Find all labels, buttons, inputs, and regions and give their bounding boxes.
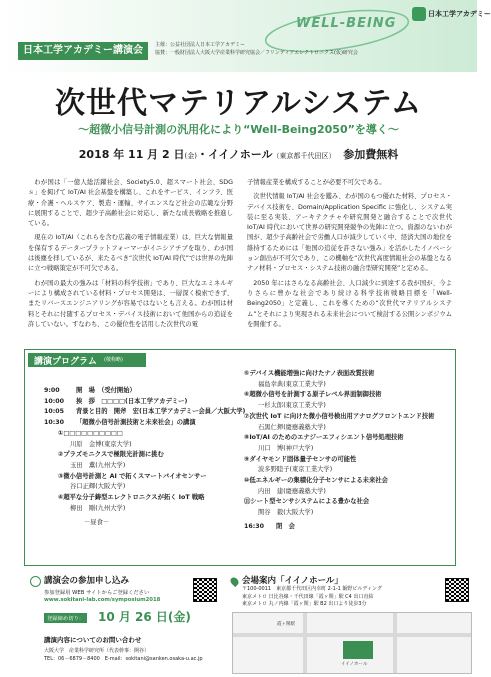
- paragraph: 次世代情報 IoT/AI 社会を鑑み、わが国のもつ優れた材料、プロセス・デバイス技術を、Domain/Application Specific に強化し、システム実装に至る実装、アーキテクチャや研究開発と融合することで次世代IoT/AI 時代において世界の研究開発競争の先陣に立つ。資源のないわが国が、超少子高齢社会で労働人口が減少していく中、経済大国の地位を維持するためには「他国の追従を許さない強み」を活かしたイノベーション創出が不可欠であり、この機軸を“次世代高度情報社会の基盤となるナノ材料・プロセス・システム技術の融合型研究開発”と定める。: [247, 193, 452, 273]
- paragraph: 現在の IoT/AI（これらを含む広義の電子情報産業）は、巨大な情報量を保有するデータープラットフォーマーがイニシアチブを取り、わが国は後塵を拝しているが、来たるべき“次世代 IoT/AI 時代”では世界の先陣に立つ戦略策定が不可欠である。: [28, 234, 233, 273]
- speaker: 関谷 毅(大阪大学): [258, 509, 314, 517]
- event-venue: ・イイノホール: [196, 148, 273, 161]
- contact-title: 講演内容についてのお問い合わせ: [44, 636, 142, 644]
- map-road: [303, 613, 307, 673]
- speaker: 川口 博(神戸大学): [258, 444, 314, 452]
- venue-note: （東京都千代田区）: [272, 152, 336, 160]
- speaker: 谷口正輝(大阪大学): [70, 483, 126, 491]
- well-being-logo-text: WELL-BEING: [296, 16, 397, 31]
- talk-title: ①□□□□□□□□□□: [58, 429, 123, 437]
- schedule-row: 9:00 開 場 （受付開始）: [44, 387, 136, 394]
- map-pin-icon: [229, 576, 240, 587]
- event-date: 2018 年 11 月 2 日: [78, 148, 185, 161]
- program-note: (敬称略): [104, 357, 123, 363]
- event-weekday: (金): [184, 152, 197, 160]
- talk-title: ⑧IoT/AI のためのエナジーエフィシエント信号処理技術: [244, 434, 404, 442]
- organizers: [155, 41, 358, 57]
- contact-info: [44, 647, 203, 663]
- speaker: 柳田 剛(九州大学): [70, 504, 126, 512]
- speaker: 川原 金博(東京大学): [70, 440, 132, 448]
- program-left-column: [44, 386, 245, 529]
- paragraph: わが国は「一億人総活躍社会、Society5.0、超スマート社会、SDGｓ」を掲げて IoT/AI 社会基盤を構築し、これをサービス、インフラ、医療・介護・ヘルスケア、製造・運輸、サイエンスなど社会の広範な分野に展開することで、超少子高齢社会に対応し、新たな成長戦略を推進している。: [28, 179, 233, 228]
- main-title: 次世代マテリアルシステム: [54, 86, 423, 121]
- speaker: 玉田 薫(九州大学): [70, 461, 126, 469]
- academy-name: 日本工学アカデミー: [428, 10, 491, 18]
- contact-org: 大阪大学 産業科学研究所（代表幹事：開谷）: [44, 648, 150, 654]
- speaker: 内田 建(慶應義塾大学): [258, 487, 326, 495]
- speaker: 一杉太郎(東京工業大学): [258, 402, 326, 410]
- organizer-line: 主催：公益社団法人日本工学アカデミー: [155, 42, 245, 48]
- map-venue-building: [343, 641, 373, 659]
- talk-title: ④超平な分子鋳型エレクトロニクスが拓く IoT 戦略: [58, 494, 205, 502]
- talk-title: ⑩低エネルギーの集積化分子センサによる未来社会: [244, 477, 388, 485]
- map-label-station: 霞ヶ関駅: [277, 622, 295, 627]
- program-heading: 講演プログラム: [34, 357, 97, 367]
- venue-title: 会場案内「イイノホール」: [242, 576, 343, 586]
- intro-column-2: [247, 178, 452, 334]
- academy-logo-icon: [412, 7, 426, 21]
- venue-address: [242, 586, 382, 609]
- talk-title: ⑨ダイヤモンド固体量子センサの可能性: [244, 455, 357, 463]
- registration-icon: [30, 576, 41, 587]
- registration-url-link[interactable]: www.sokitani-lab.com/symposium2018: [44, 597, 161, 603]
- talk-title: ⑥超微小信号を計測する原子レベル界面制御技術: [244, 391, 382, 399]
- schedule-row: 16:30 閉 会: [244, 522, 295, 530]
- venue-address-line: 〒100-0011 東京都千代田区内幸町 2-1-1 飯野ビルディング: [242, 586, 382, 592]
- talk-title: ③微小信号計測と AI で拓くスマートバイオセンサー: [58, 472, 207, 480]
- registration-text: 参加登録用 WEB サイトからご登録ください: [44, 590, 150, 596]
- talk-title: ⑪シート型センサシステムによる豊かな社会: [244, 498, 370, 506]
- paragraph: 2050 年にはさらなる高齢社会、人口減少に到達する我が国が、今よりさらに豊かな社会であり続ける科学技術戦略目標を「Well-Being2050」と定義し、これを導くための“次世代マテリアルシステム”とそれにより実現される未来社会について検討する公開シンポジウムを開催する。: [247, 279, 452, 328]
- speaker: 石黒仁揮(慶應義塾大学): [258, 423, 326, 431]
- registration-title: 講演会の参加申し込み: [44, 576, 130, 586]
- registration-qr-code: [193, 578, 217, 602]
- venue-qr-code: [445, 578, 469, 602]
- speaker: 波多野睦子(東京工業大学): [258, 466, 333, 474]
- venue-access-line: 東京メトロ 日比谷線・千代田線「霞ヶ関」駅 C4 出口直結: [242, 593, 374, 600]
- sponsor-line: 協賛：一般財団法人大阪大学産業科学研究協会／フリンティアエレクトロニクス(仮)研究会: [155, 50, 358, 56]
- program-right-column: [244, 369, 434, 533]
- lecture-badge: 日本工学アカデミー講演会: [18, 42, 148, 60]
- map-road: [233, 633, 471, 637]
- schedule-row: 10:05 背景と目的 開斧 宏(日本工学アカデミー会員／大阪大学): [44, 408, 246, 416]
- lunch-break: －昼食－: [84, 519, 110, 527]
- paragraph: わが国の最大の強みは「材料の科学技術」であり、巨大なエミネルギーにより構成されている材料・プロセス開発は、一層深く模索できず、またリバースエンジニアリングが容易ではないとも言える。わが国は材料とそれに付随するプロセス・デバイス技術において他国からの追従を許していない。すなわち、この優位性を活用した次世代の電: [28, 279, 233, 328]
- talk-title: ②プラズモニクスで極限光計測に挑む: [58, 451, 164, 459]
- schedule-row: 10:00 挨 拶 □□□□(日本工学アカデミー): [44, 397, 188, 405]
- intro-column-1: [28, 178, 233, 334]
- talk-title: ⑦次世代 IoT に向けた微小信号検出用アナログフロントエンド技術: [244, 412, 435, 420]
- speaker: 福島幸典(東京工業大学): [258, 380, 326, 388]
- date-line: [0, 146, 477, 162]
- deadline-label: 登録締め切り：: [44, 613, 87, 623]
- contact-phone-email: TEL：06－6879－8400 E-mail：sokitani@sanken.osaka-u.ac.jp: [44, 656, 203, 662]
- venue-map: [232, 612, 472, 674]
- map-road: [393, 613, 397, 673]
- deadline-date: 10 月 26 日(金): [98, 610, 191, 624]
- paragraph: 子情報産業を構成することが必要不可欠である。: [247, 179, 386, 186]
- subtitle: ～超微小信号計測の汎用化により“Well-Being2050”を導く～: [78, 123, 399, 136]
- fee: 参加費無料: [343, 148, 399, 161]
- talk-title: ⑤デバイス機能増強に向けたナノ表面改質技術: [244, 370, 375, 377]
- venue-access-line: 東京メトロ 丸ノ内線「霞ヶ関」駅 B2 出口より徒歩3分: [242, 601, 367, 607]
- map-label-venue: イイノホール: [341, 662, 368, 667]
- schedule-row: 10:30 「超微小信号計測技術と未来社会」の講演: [44, 419, 196, 427]
